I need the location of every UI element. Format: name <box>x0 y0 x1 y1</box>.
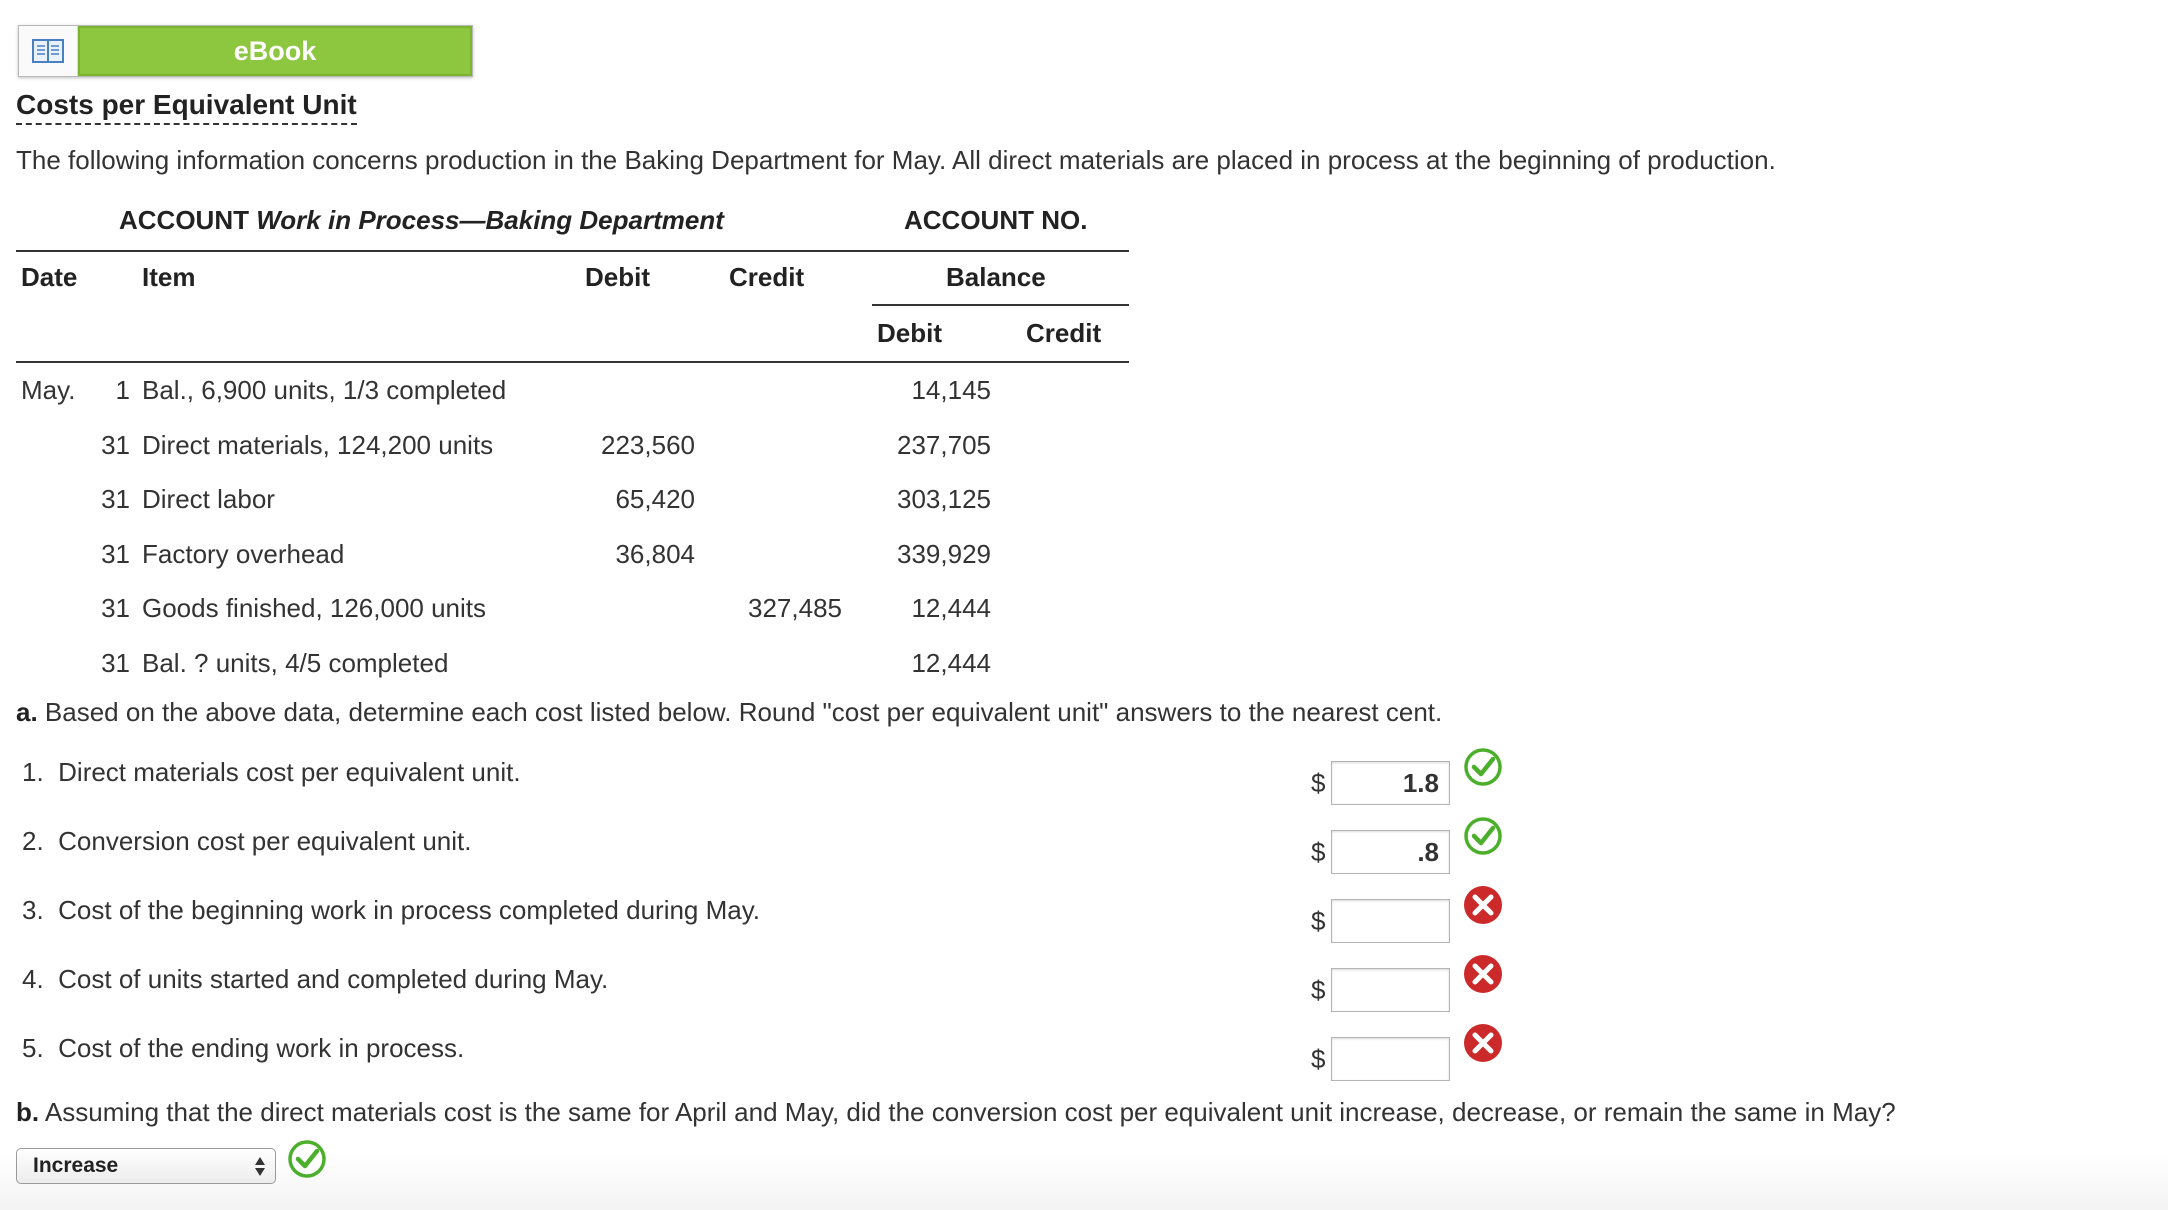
row-item: Factory overhead <box>142 539 345 569</box>
currency-symbol: $ <box>1311 837 1326 867</box>
question-text: Direct materials cost per equivalent unit. <box>58 757 521 787</box>
answer-input-2[interactable] <box>1331 830 1450 874</box>
ledger-month: May. <box>21 375 76 405</box>
select-arrows-icon <box>255 1154 265 1178</box>
row-day: 31 <box>101 484 130 514</box>
intro-text: The following information concerns production in the Baking Department for May. All direct materials are placed in process at the beginning of production. <box>16 145 1776 175</box>
col-date: Date <box>21 262 78 292</box>
answer-input-5[interactable] <box>1331 1037 1450 1081</box>
row-balance-debit: 339,929 <box>897 539 991 569</box>
question-number: 2. <box>22 826 44 856</box>
x-incorrect-icon <box>1462 953 1504 995</box>
ledger-header-rule <box>16 361 1129 363</box>
row-item: Bal., 6,900 units, 1/3 completed <box>142 375 507 405</box>
part-a-letter: a. <box>16 697 38 727</box>
row-item: Direct labor <box>142 484 275 514</box>
currency-symbol: $ <box>1311 1044 1326 1074</box>
balance-rule <box>872 304 1129 306</box>
currency-symbol: $ <box>1311 768 1326 798</box>
row-balance-debit: 14,145 <box>911 375 991 405</box>
question-number: 5. <box>22 1033 44 1063</box>
row-day: 1 <box>115 375 130 405</box>
row-item: Direct materials, 124,200 units <box>142 430 494 460</box>
row-debit: 223,560 <box>601 430 695 460</box>
part-a-instruction <box>16 697 1442 728</box>
question-4 <box>22 964 608 995</box>
col-balance: Balance <box>946 262 1046 292</box>
answer-select[interactable] <box>16 1148 276 1184</box>
answer-input-4[interactable] <box>1331 968 1450 1012</box>
ebook-label[interactable]: eBook <box>78 26 472 76</box>
currency-symbol: $ <box>1311 906 1326 936</box>
question-text: Cost of the beginning work in process completed during May. <box>58 895 761 925</box>
page-title: Costs per Equivalent Unit <box>16 89 357 125</box>
answer-select-value: Increase <box>33 1154 119 1177</box>
account-name: Work in Process—Baking Department <box>256 205 724 235</box>
col-balance-credit: Credit <box>1026 318 1102 348</box>
question-3 <box>22 895 760 926</box>
part-a-text: Based on the above data, determine each cost listed below. Round "cost per equivalent unit" answers to the nearest cent. <box>44 697 1443 727</box>
x-incorrect-icon <box>1462 884 1504 926</box>
question-number: 1. <box>22 757 44 787</box>
question-text: Cost of units started and completed during May. <box>58 964 609 994</box>
row-item: Bal. ? units, 4/5 completed <box>142 648 449 678</box>
question-1 <box>22 757 521 788</box>
check-correct-icon <box>1462 746 1504 788</box>
question-5 <box>22 1033 464 1064</box>
row-balance-debit: 237,705 <box>897 430 991 460</box>
x-incorrect-icon <box>1462 1022 1504 1064</box>
account-prefix: ACCOUNT <box>119 205 249 235</box>
answer-input-3[interactable] <box>1331 899 1450 943</box>
question-number: 4. <box>22 964 44 994</box>
account-header <box>119 205 724 236</box>
part-b-text: Assuming that the direct materials cost is the same for April and May, did the conversion cost per equivalent unit increase, decrease, or remain the same in May? <box>44 1097 1896 1127</box>
row-balance-debit: 303,125 <box>897 484 991 514</box>
currency-symbol: $ <box>1311 975 1326 1005</box>
answer-input-1[interactable] <box>1331 761 1450 805</box>
ledger-account <box>0 0 1200 700</box>
check-correct-icon <box>286 1138 328 1180</box>
question-number: 3. <box>22 895 44 925</box>
part-b-question <box>16 1097 1896 1128</box>
check-correct-icon <box>1462 815 1504 857</box>
part-b-letter: b. <box>16 1097 40 1127</box>
row-balance-debit: 12,444 <box>911 593 991 623</box>
row-day: 31 <box>101 430 130 460</box>
row-debit: 65,420 <box>615 484 695 514</box>
row-day: 31 <box>101 539 130 569</box>
ledger-top-rule <box>16 250 1129 252</box>
question-text: Cost of the ending work in process. <box>58 1033 465 1063</box>
col-item: Item <box>142 262 196 292</box>
account-no-label: ACCOUNT NO. <box>904 205 1088 235</box>
question-2 <box>22 826 472 857</box>
row-item: Goods finished, 126,000 units <box>142 593 487 623</box>
row-balance-debit: 12,444 <box>911 648 991 678</box>
question-text: Conversion cost per equivalent unit. <box>58 826 472 856</box>
col-balance-debit: Debit <box>877 318 942 348</box>
row-day: 31 <box>101 593 130 623</box>
col-credit: Credit <box>729 262 805 292</box>
row-debit: 36,804 <box>615 539 695 569</box>
row-credit: 327,485 <box>748 593 842 623</box>
col-debit: Debit <box>585 262 650 292</box>
row-day: 31 <box>101 648 130 678</box>
